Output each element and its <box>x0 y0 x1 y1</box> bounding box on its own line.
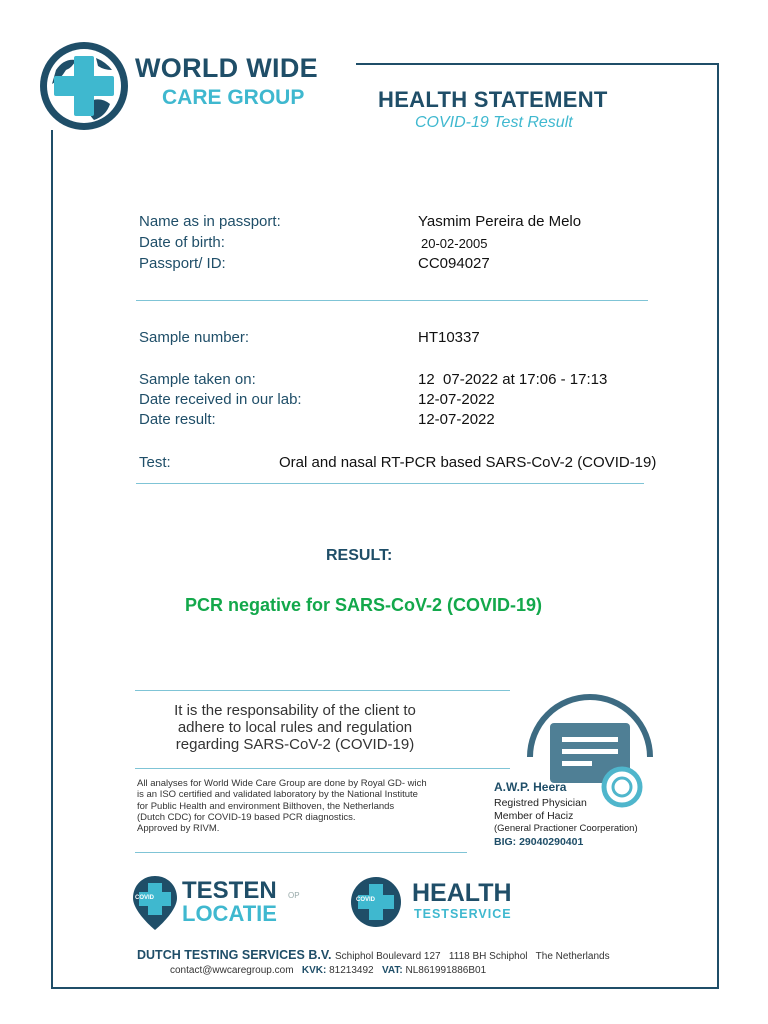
contact-email[interactable]: contact@wwcaregroup.com <box>170 965 294 976</box>
lab-disclaimer <box>137 778 482 834</box>
sample-number-label: Sample number: <box>139 329 250 346</box>
company-address: Schiphol Boulevard 127 1118 BH Schiphol The Netherlands <box>334 951 610 962</box>
brand-name-line2: CARE GROUP <box>162 86 305 109</box>
sample-taken-label: Sample taken on: <box>139 371 256 388</box>
globe-cross-logo-icon <box>36 40 132 132</box>
name-value: Yasmim Pereira de Melo <box>418 213 582 230</box>
responsibility-notice <box>140 702 450 753</box>
name-label: Name as in passport: <box>139 213 281 230</box>
frame-right-border <box>717 63 719 989</box>
physician-org: (General Practioner Coorperation) <box>494 823 638 834</box>
result-value: PCR negative for SARS-CoV-2 (COVID-19) <box>185 595 543 615</box>
sample-taken-value: 12 07-2022 at 17:06 - 17:13 <box>418 371 608 388</box>
notice-line: regarding SARS-CoV-2 (COVID-19) <box>175 736 415 753</box>
sample-number-value: HT10337 <box>418 329 480 346</box>
vat-label: VAT: <box>381 965 403 976</box>
frame-left-border <box>51 130 53 989</box>
testen-logo-text: TESTEN <box>182 877 277 904</box>
testen-location-pin-icon <box>131 874 179 932</box>
physician-big-number: BIG: 29040290401 <box>494 836 584 848</box>
dob-label: Date of birth: <box>139 234 225 251</box>
disclaimer-line: Approved by RIVM. <box>137 823 220 835</box>
covid-badge-text: COVID <box>356 897 376 903</box>
divider <box>135 690 510 691</box>
notice-line: adhere to local rules and regulation <box>177 719 413 736</box>
document-subtitle: COVID-19 Test Result <box>415 114 573 131</box>
company-name: DUTCH TESTING SERVICES B.V. <box>137 948 332 962</box>
disclaimer-line: (Dutch CDC) for COVID-19 based PCR diagnostics. <box>137 811 356 823</box>
passport-value: CC094027 <box>418 255 490 272</box>
kvk-value: 81213492 <box>329 965 374 976</box>
divider <box>135 768 510 769</box>
physician-membership: Member of Haciz <box>494 810 574 822</box>
physician-name: A.W.P. Heera <box>494 780 567 794</box>
test-label: Test: <box>139 454 171 471</box>
testen-op-text: OP <box>288 891 300 900</box>
frame-top-border <box>356 63 719 65</box>
physician-role: Registred Physician <box>494 797 587 809</box>
divider <box>136 483 644 484</box>
covid-badge-text: COVID <box>135 895 155 901</box>
result-label: RESULT: <box>326 547 393 564</box>
vat-value: NL861991886B01 <box>405 965 487 976</box>
date-received-label: Date received in our lab: <box>139 391 302 408</box>
notice-line: It is the responsability of the client to <box>174 702 416 719</box>
disclaimer-line: is an ISO certified and validated laboratory by the National Institute <box>137 789 418 801</box>
health-logo-text: HEALTH <box>412 879 512 907</box>
contact-footer <box>170 965 486 976</box>
testservice-logo-text: TESTSERVICE <box>414 907 512 921</box>
locatie-logo-text: LOCATIE <box>182 901 277 926</box>
company-footer <box>137 948 610 962</box>
divider <box>136 300 648 301</box>
divider <box>135 852 467 853</box>
document-title: HEALTH STATEMENT <box>378 87 608 112</box>
date-received-value: 12-07-2022 <box>418 391 495 408</box>
passport-label: Passport/ ID: <box>139 255 226 272</box>
test-value: Oral and nasal RT-PCR based SARS-CoV-2 (COVID-19) <box>279 454 657 471</box>
dob-value: 20-02-2005 <box>421 236 488 251</box>
disclaimer-line: for Public Health and environment Bilthoven, the Netherlands <box>137 800 395 812</box>
brand-name-line1: WORLD WIDE <box>135 53 318 83</box>
date-result-label: Date result: <box>139 411 216 428</box>
frame-bottom-border <box>51 987 719 989</box>
disclaimer-line: All analyses for World Wide Care Group are done by Royal GD- wich <box>137 778 427 789</box>
date-result-value: 12-07-2022 <box>418 411 495 428</box>
kvk-label: KVK: <box>301 965 327 976</box>
